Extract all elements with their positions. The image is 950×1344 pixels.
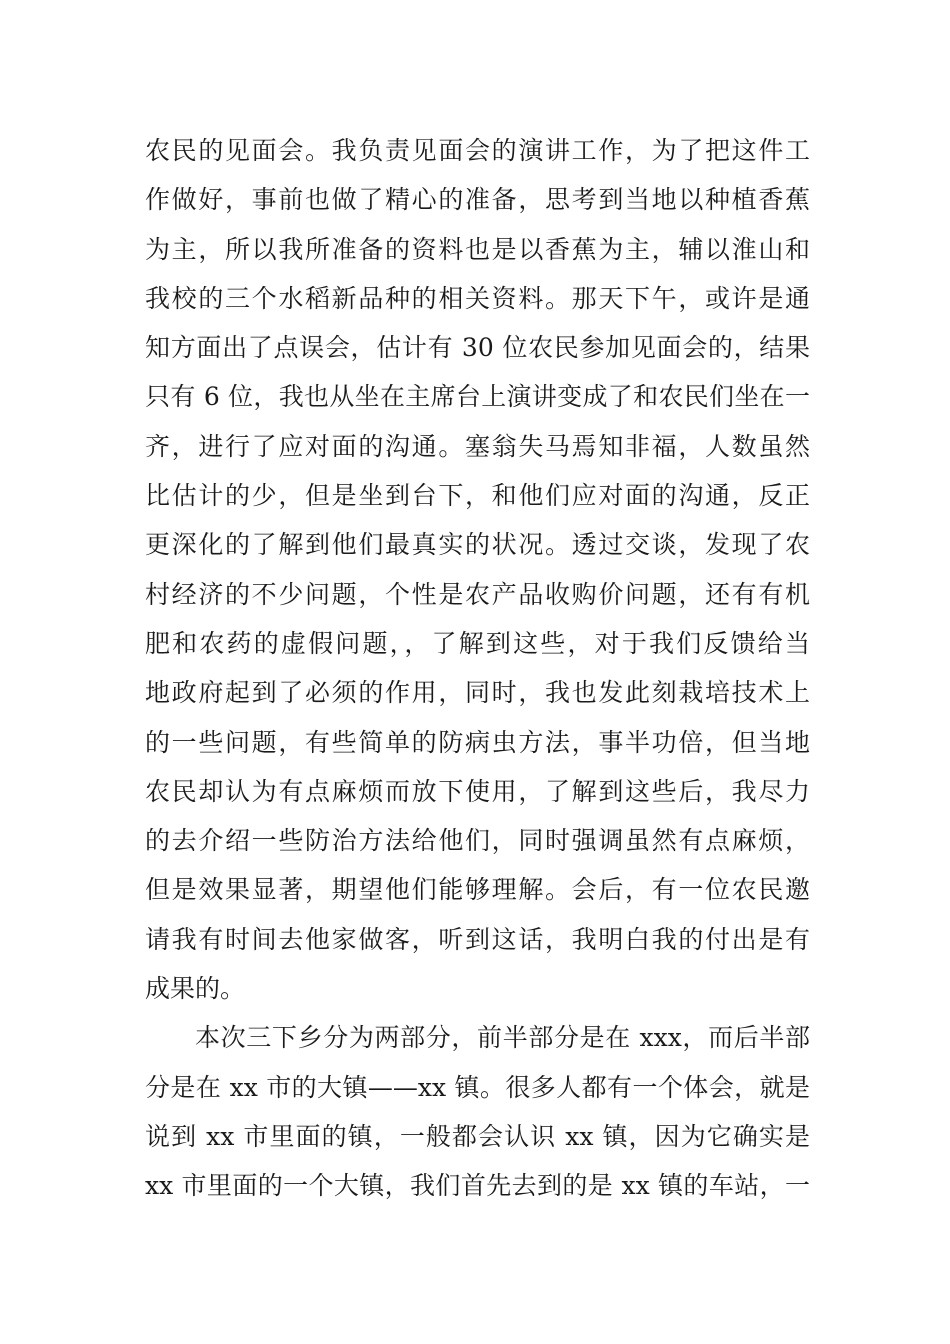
- text-line: 说到 xx 市里面的镇，一般都会认识 xx 镇，因为它确实是: [145, 1121, 810, 1151]
- text-line: 为主，所以我所准备的资料也是以香蕉为主，辅以淮山和: [145, 234, 810, 264]
- paragraph-2: [145, 1013, 810, 1210]
- text-line: 知方面出了点误会，估计有 30 位农民参加见面会的，结果: [145, 333, 810, 363]
- text-line: 更深化的了解到他们最真实的状况。透过交谈，发现了农: [145, 530, 810, 560]
- text-line: 肥和农药的虚假问题，，了解到这些，对于我们反馈给当: [145, 628, 810, 658]
- text-line: 但是效果显著，期望他们能够理解。会后，有一位农民邀: [145, 875, 810, 905]
- text-line: 分是在 xx 市的大镇——xx 镇。很多人都有一个体会，就是: [145, 1072, 810, 1102]
- text-line: 我校的三个水稻新品种的相关资料。那天下午，或许是通: [145, 283, 810, 313]
- text-line: 的一些问题，有些简单的防病虫方法，事半功倍，但当地: [145, 727, 810, 757]
- text-line: 齐，进行了应对面的沟通。塞翁失马焉知非福，人数虽然: [145, 431, 810, 461]
- text-line: 农民的见面会。我负责见面会的演讲工作，为了把这件工: [145, 136, 810, 165]
- paragraph-1: [145, 126, 810, 1013]
- body-text: [145, 126, 810, 1211]
- text-line: 农民却认为有点麻烦而放下使用，了解到这些后，我尽力: [145, 776, 810, 806]
- text-line: 作做好，事前也做了精心的准备，思考到当地以种植香蕉: [145, 185, 810, 215]
- text-line: 只有 6 位，我也从坐在主席台上演讲变成了和农民们坐在一: [145, 382, 810, 412]
- text-line: xx 市里面的一个大镇，我们首先去到的是 xx 镇的车站，一: [145, 1171, 810, 1201]
- text-line: 村经济的不少问题，个性是农产品收购价问题，还有有机: [145, 579, 810, 609]
- text-line: 地政府起到了必须的作用，同时，我也发此刻栽培技术上: [145, 678, 810, 708]
- text-line: 比估计的少，但是坐到台下，和他们应对面的沟通，反正: [145, 481, 810, 511]
- text-line: 成果的。: [145, 974, 246, 1004]
- text-line: 本次三下乡分为两部分，前半部分是在 xxx，而后半部: [195, 1023, 810, 1053]
- text-line: 的去介绍一些防治方法给他们，同时强调虽然有点麻烦，: [145, 826, 810, 856]
- text-line: 请我有时间去他家做客，听到这话，我明白我的付出是有: [145, 924, 810, 954]
